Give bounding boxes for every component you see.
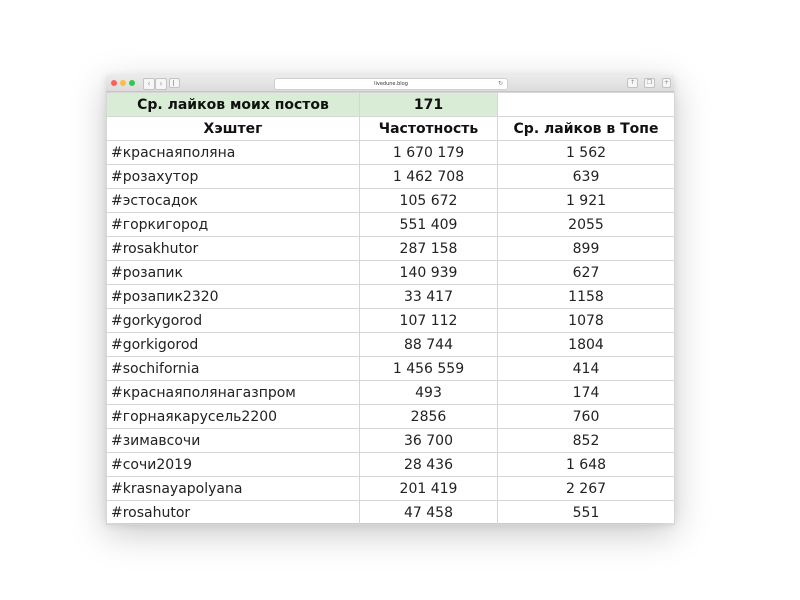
frequency-cell: 36 700 — [360, 429, 498, 453]
frequency-cell: 2856 — [360, 405, 498, 429]
column-header-frequency: Частотность — [360, 117, 498, 141]
avg-likes-top-cell: 1804 — [498, 333, 675, 357]
avg-likes-top-cell: 852 — [498, 429, 675, 453]
table-row — [107, 285, 675, 309]
share-icon[interactable]: ↑ — [627, 78, 638, 88]
maximize-window-button[interactable] — [129, 80, 135, 86]
frequency-cell: 140 939 — [360, 261, 498, 285]
frequency-cell: 551 409 — [360, 213, 498, 237]
frequency-cell: 1 670 179 — [360, 141, 498, 165]
avg-likes-top-cell: 899 — [498, 237, 675, 261]
avg-likes-top-cell: 2055 — [498, 213, 675, 237]
hashtag-cell: #зимавсочи — [107, 429, 360, 453]
hashtag-cell: #горкигород — [107, 213, 360, 237]
avg-likes-top-cell: 627 — [498, 261, 675, 285]
hashtag-cell: #rosahutor — [107, 501, 360, 525]
hashtag-cell: #krasnayapolyana — [107, 477, 360, 501]
browser-toolbar — [106, 75, 674, 92]
avg-likes-top-cell: 1 562 — [498, 141, 675, 165]
frequency-cell: 107 112 — [360, 309, 498, 333]
hashtag-cell: #розапик — [107, 261, 360, 285]
hashtag-cell: #эстосадок — [107, 189, 360, 213]
hashtag-stats-table — [106, 92, 675, 525]
frequency-cell: 1 456 559 — [360, 357, 498, 381]
frequency-cell: 47 458 — [360, 501, 498, 525]
new-tab-icon[interactable]: + — [663, 79, 670, 86]
table-row — [107, 141, 675, 165]
tabs-overview-icon[interactable]: ❐ — [644, 78, 655, 88]
table-row — [107, 189, 675, 213]
avg-likes-top-cell: 760 — [498, 405, 675, 429]
frequency-cell: 287 158 — [360, 237, 498, 261]
table-row — [107, 213, 675, 237]
avg-likes-top-cell: 2 267 — [498, 477, 675, 501]
forward-arrow-icon[interactable]: › — [155, 78, 167, 90]
close-window-button[interactable] — [111, 80, 117, 86]
table-row — [107, 357, 675, 381]
hashtag-cell: #gorkigorod — [107, 333, 360, 357]
hashtag-cell: #сочи2019 — [107, 453, 360, 477]
avg-likes-top-cell: 174 — [498, 381, 675, 405]
summary-label: Ср. лайков моих постов — [107, 93, 360, 117]
table-row — [107, 501, 675, 525]
table-row — [107, 333, 675, 357]
address-bar-url: livedune.blog — [374, 81, 408, 87]
table-row — [107, 405, 675, 429]
hashtag-cell: #розапик2320 — [107, 285, 360, 309]
minimize-window-button[interactable] — [120, 80, 126, 86]
table-row — [107, 165, 675, 189]
hashtag-cell: #rosakhutor — [107, 237, 360, 261]
frequency-cell: 105 672 — [360, 189, 498, 213]
avg-likes-top-cell: 1158 — [498, 285, 675, 309]
hashtag-cell: #sochifornia — [107, 357, 360, 381]
frequency-cell: 33 417 — [360, 285, 498, 309]
frequency-cell: 201 419 — [360, 477, 498, 501]
frequency-cell: 28 436 — [360, 453, 498, 477]
column-header-hashtag: Хэштег — [107, 117, 360, 141]
avg-likes-top-cell: 1 648 — [498, 453, 675, 477]
table-row — [107, 381, 675, 405]
column-header-avg-likes-top: Ср. лайков в Топе — [498, 117, 675, 141]
table-row — [107, 453, 675, 477]
frequency-cell: 88 744 — [360, 333, 498, 357]
table-row — [107, 237, 675, 261]
avg-likes-top-cell: 414 — [498, 357, 675, 381]
avg-likes-top-cell: 551 — [498, 501, 675, 525]
hashtag-cell: #горнаякарусель2200 — [107, 405, 360, 429]
reload-icon[interactable]: ↻ — [497, 80, 503, 87]
summary-value: 171 — [360, 93, 498, 117]
frequency-cell: 493 — [360, 381, 498, 405]
header-row — [107, 117, 675, 141]
address-bar[interactable] — [274, 78, 508, 90]
sidebar-toggle-icon[interactable] — [169, 78, 180, 88]
frequency-cell: 1 462 708 — [360, 165, 498, 189]
hashtag-cell: #краснаяполяна — [107, 141, 360, 165]
table-row — [107, 309, 675, 333]
table-row — [107, 429, 675, 453]
summary-empty-cell — [498, 93, 675, 117]
avg-likes-top-cell: 1078 — [498, 309, 675, 333]
browser-window — [106, 75, 674, 523]
back-arrow-icon[interactable]: ‹ — [143, 78, 155, 90]
table-row — [107, 477, 675, 501]
table-row — [107, 261, 675, 285]
hashtag-cell: #краснаяполянагазпром — [107, 381, 360, 405]
avg-likes-top-cell: 1 921 — [498, 189, 675, 213]
avg-likes-top-cell: 639 — [498, 165, 675, 189]
summary-row — [107, 93, 675, 117]
hashtag-cell: #розахутор — [107, 165, 360, 189]
hashtag-cell: #gorkygorod — [107, 309, 360, 333]
